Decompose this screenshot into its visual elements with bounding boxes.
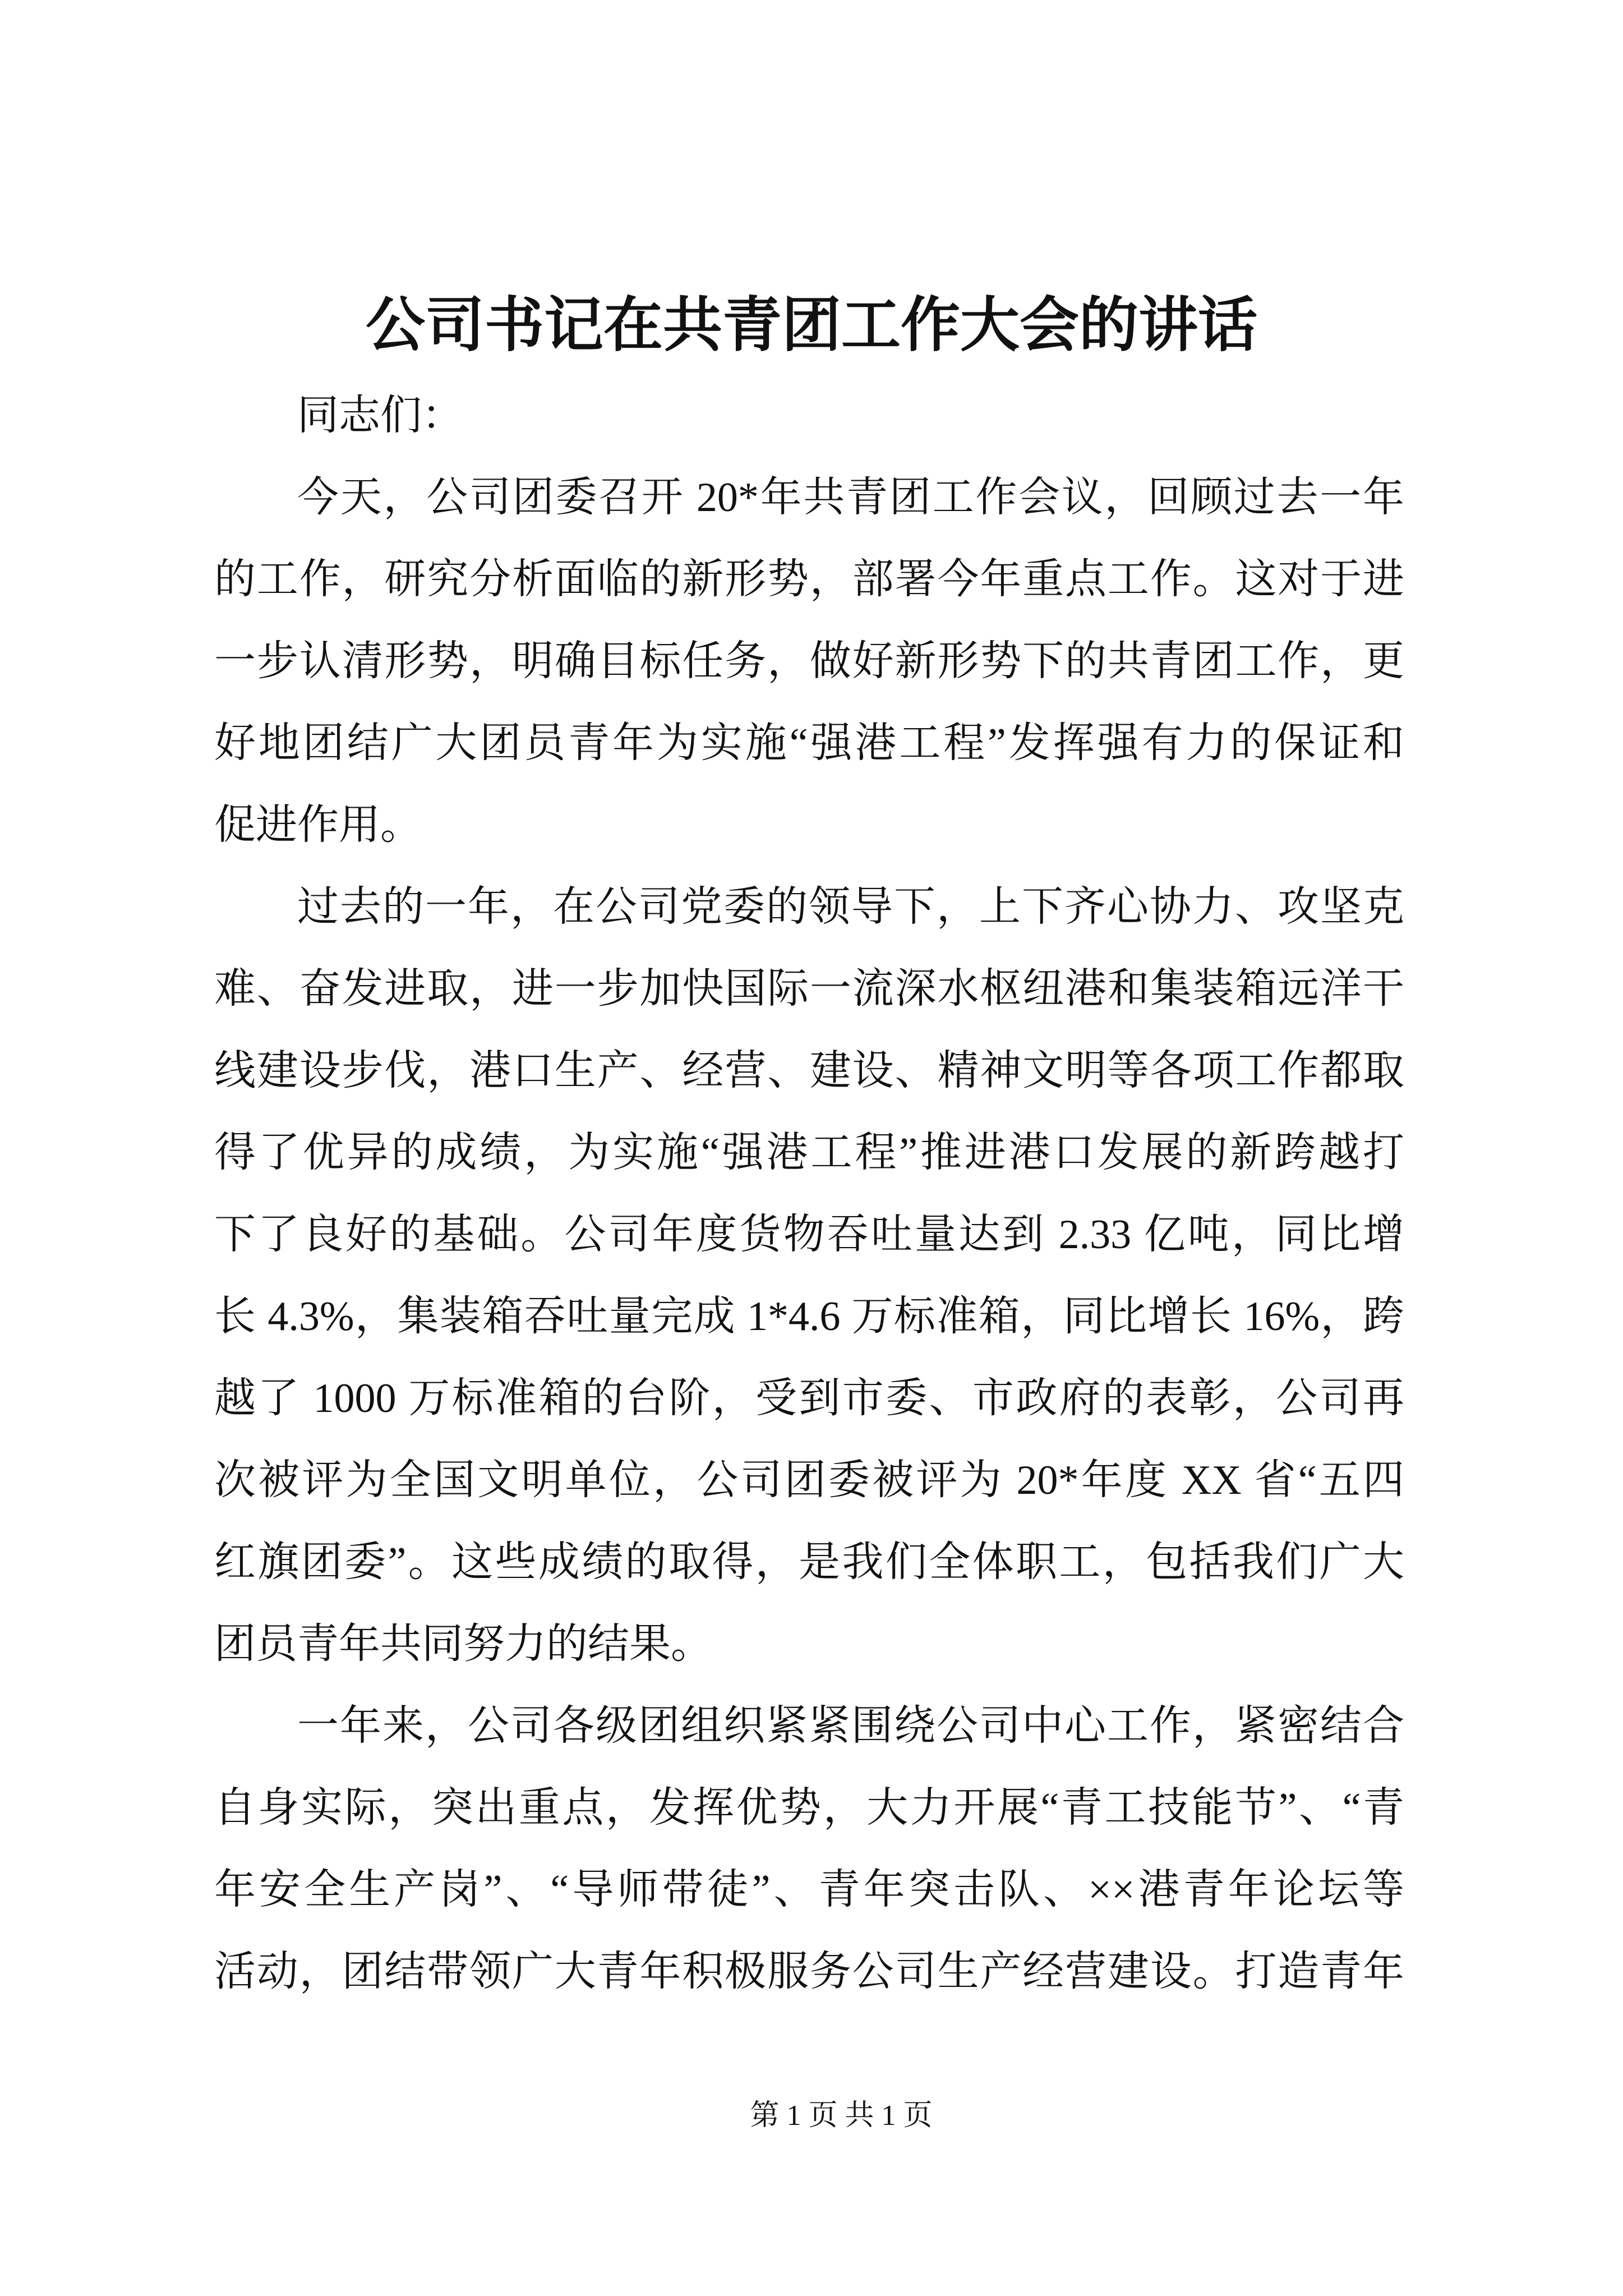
paragraph-line: 今天，公司团委召开 20*年共青团工作会议，回顾过去一年: [297, 475, 1404, 521]
paragraph-line: 线建设步伐，港口生产、经营、建设、精神文明等各项工作都取: [214, 1048, 1404, 1094]
paragraph-line: 下了良好的基础。公司年度货物吞吐量达到 2.33 亿吨，同比增: [214, 1212, 1404, 1258]
paragraph-line: 的工作，研究分析面临的新形势，部署今年重点工作。这对于进: [214, 556, 1404, 602]
paragraph-line: 促进作用。: [214, 802, 422, 848]
paragraph-line: 得了优异的成绩，为实施“强港工程”推进港口发展的新跨越打: [214, 1130, 1404, 1176]
paragraph-line: 团员青年共同努力的结果。: [214, 1621, 712, 1667]
paragraph-line: 红旗团委”。这些成绩的取得，是我们全体职工，包括我们广大: [214, 1539, 1404, 1585]
paragraph-line: 难、奋发进取，进一步加快国际一流深水枢纽港和集装箱远洋干: [214, 966, 1404, 1012]
paragraph-3: [214, 1685, 1404, 2013]
salutation: 同志们：: [297, 393, 463, 439]
page-footer: 第 1 页 共 1 页: [750, 2100, 933, 2132]
paragraph-line: 次被评为全国文明单位，公司团委被评为 20*年度 XX 省“五四: [214, 1457, 1404, 1503]
paragraph-line: 自身实际，突出重点，发挥优势，大力开展“青工技能节”、“青: [214, 1785, 1404, 1831]
paragraph-line: 年安全生产岗”、“导师带徒”、青年突击队、××港青年论坛等: [214, 1867, 1404, 1913]
paragraph-line: 越了 1000 万标准箱的台阶，受到市委、市政府的表彰，公司再: [214, 1375, 1404, 1421]
paragraph-1: [214, 457, 1404, 866]
paragraph-line: 一年来，公司各级团组织紧紧围绕公司中心工作，紧密结合: [297, 1703, 1404, 1749]
document-body: [214, 375, 1404, 2013]
document-title: 公司书记在共青团工作大会的讲话: [366, 293, 1257, 358]
paragraph-line: 过去的一年，在公司党委的领导下，上下齐心协力、攻坚克: [297, 884, 1404, 930]
paragraph-2: [214, 866, 1404, 1685]
paragraph-line: 好地团结广大团员青年为实施“强港工程”发挥强有力的保证和: [214, 720, 1404, 766]
paragraph-line: 一步认清形势，明确目标任务，做好新形势下的共青团工作，更: [214, 638, 1404, 684]
paragraph-line: 长 4.3%，集装箱吞吐量完成 1*4.6 万标准箱，同比增长 16%，跨: [214, 1294, 1404, 1340]
paragraph-line: 活动，团结带领广大青年积极服务公司生产经营建设。打造青年: [214, 1949, 1404, 1995]
